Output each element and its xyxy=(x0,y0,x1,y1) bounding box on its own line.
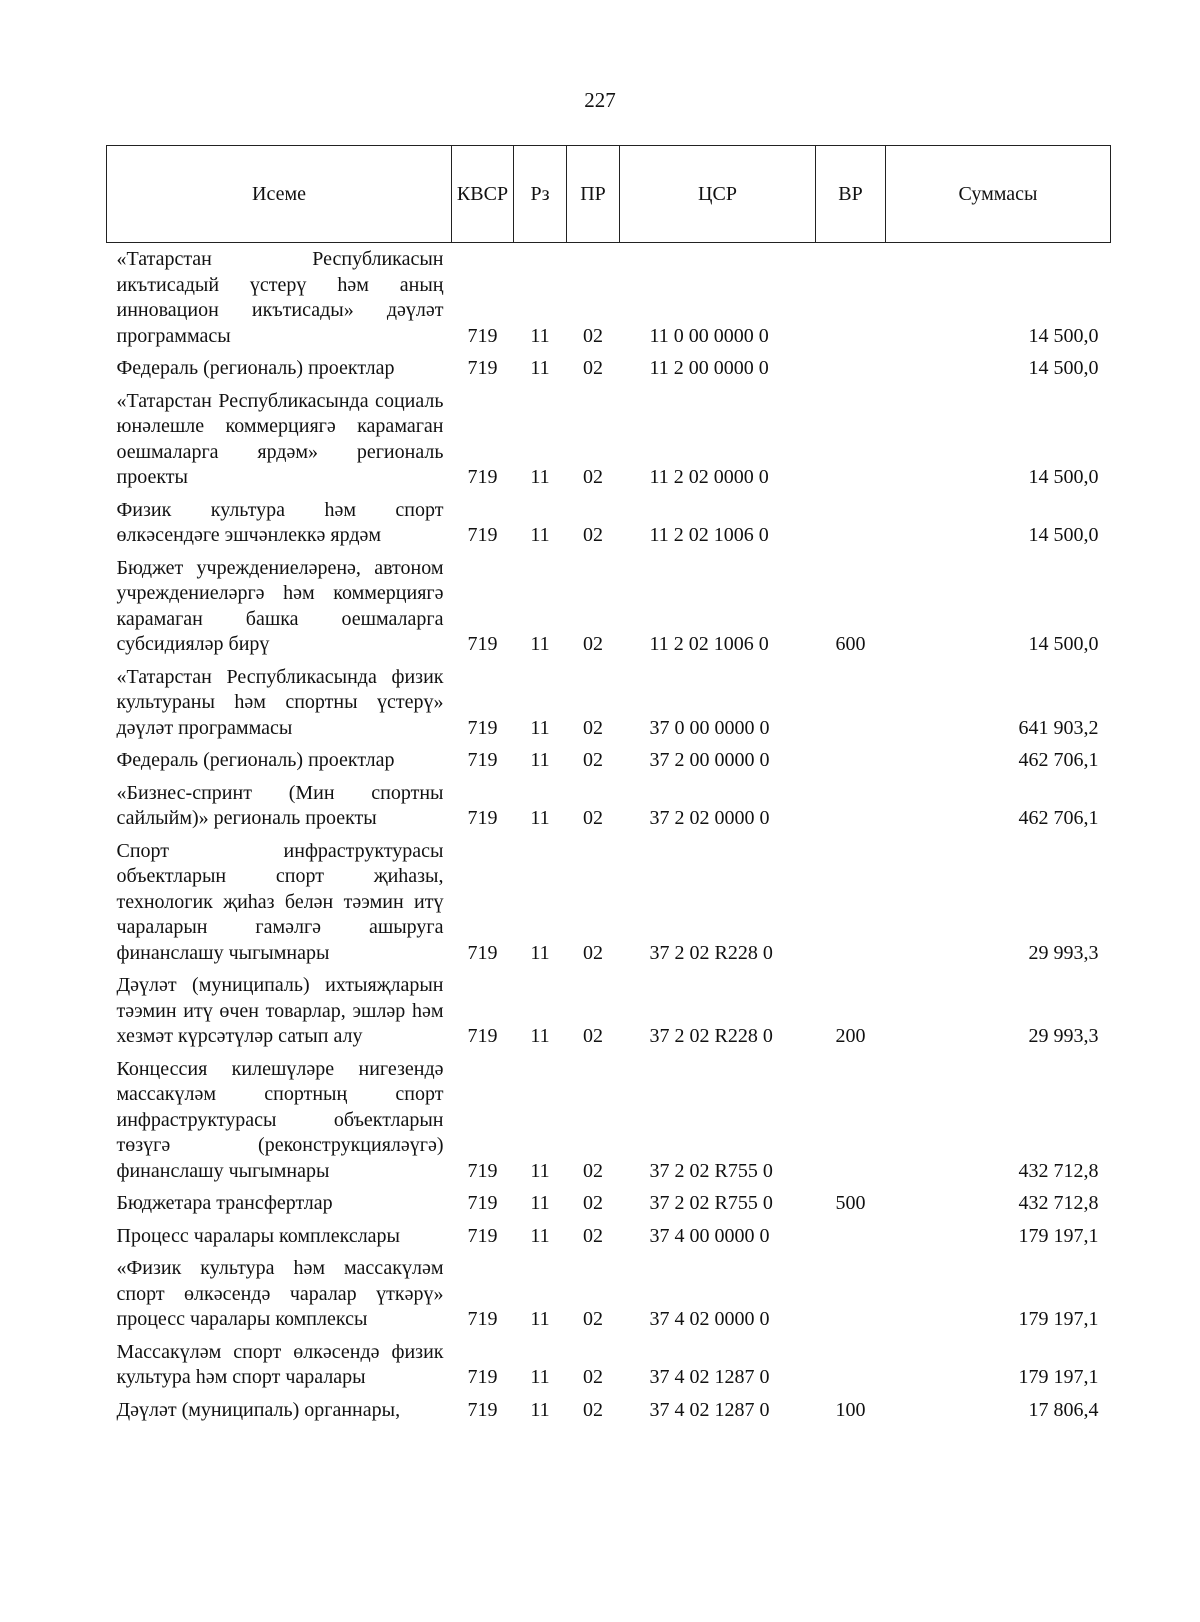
row-name: Массакүләм спорт өлкәсендә физик культура һәм спорт чаралары xyxy=(116,1340,444,1388)
row-kvsr: 719 xyxy=(467,633,498,655)
row-vr xyxy=(816,1336,886,1394)
row-name: Бюджет учреждениеләренә, автоном учреждениеләргә һәм коммерциягә карамаган башка оешмаларга субсидияләр бирү xyxy=(116,556,444,655)
row-kvsr: 719 xyxy=(467,1224,498,1247)
row-vr: 500 xyxy=(835,1192,866,1214)
row-pr: 02 xyxy=(583,357,603,379)
table-row xyxy=(107,1252,1111,1336)
row-rz: 11 xyxy=(530,633,550,655)
row-name: Дәүләт (муниципаль) ихтыяҗларын тәэмин итү өчен товарлар, эшләр һәм хезмәт күрсәтүләр сатып алу xyxy=(116,974,444,1047)
row-sum: 14 500,0 xyxy=(1028,633,1099,655)
row-rz: 11 xyxy=(530,466,550,488)
row-kvsr: 719 xyxy=(467,941,498,964)
table-row xyxy=(107,777,1111,835)
row-vr xyxy=(816,744,886,777)
row-sum: 179 197,1 xyxy=(1018,1366,1099,1388)
row-rz: 11 xyxy=(530,941,550,964)
row-sum: 17 806,4 xyxy=(1028,1398,1099,1421)
table-row xyxy=(107,385,1111,494)
table-body xyxy=(107,243,1111,1427)
row-csr: 37 4 00 0000 0 xyxy=(649,1224,770,1247)
row-rz: 11 xyxy=(530,1192,550,1214)
row-csr: 37 0 00 0000 0 xyxy=(649,716,770,739)
row-rz: 11 xyxy=(530,1159,550,1182)
row-vr: 600 xyxy=(835,633,866,655)
table-row xyxy=(107,1053,1111,1188)
row-kvsr: 719 xyxy=(467,324,498,347)
row-csr: 11 2 02 1006 0 xyxy=(649,524,769,546)
row-csr: 37 4 02 1287 0 xyxy=(649,1366,770,1388)
row-sum: 432 712,8 xyxy=(1018,1159,1099,1182)
header-pr: ПР xyxy=(567,146,620,243)
row-csr: 37 2 02 R228 0 xyxy=(649,1025,773,1047)
row-csr: 11 0 00 0000 0 xyxy=(649,324,769,347)
row-vr xyxy=(816,352,886,385)
table-row xyxy=(107,552,1111,661)
table-header xyxy=(107,146,1111,243)
row-rz: 11 xyxy=(530,749,550,771)
table-row xyxy=(107,1336,1111,1394)
table-row xyxy=(107,1220,1111,1253)
row-vr: 100 xyxy=(835,1398,866,1421)
row-csr: 37 2 02 0000 0 xyxy=(649,807,770,829)
row-pr: 02 xyxy=(583,749,603,771)
row-rz: 11 xyxy=(530,324,550,347)
row-sum: 14 500,0 xyxy=(1028,524,1099,546)
row-pr: 02 xyxy=(583,1159,603,1182)
row-sum: 462 706,1 xyxy=(1018,749,1099,771)
row-sum: 29 993,3 xyxy=(1028,941,1099,964)
row-name: Процесс чаралары комплекслары xyxy=(116,1224,400,1247)
row-kvsr: 719 xyxy=(467,1398,498,1421)
row-vr xyxy=(816,1053,886,1188)
row-pr: 02 xyxy=(583,1192,603,1214)
row-kvsr: 719 xyxy=(467,1308,498,1330)
row-csr: 11 2 02 1006 0 xyxy=(649,633,769,655)
header-csr: ЦСР xyxy=(620,146,816,243)
row-vr xyxy=(816,494,886,552)
table-row xyxy=(107,969,1111,1053)
row-sum: 29 993,3 xyxy=(1028,1025,1099,1047)
row-rz: 11 xyxy=(530,1398,550,1421)
row-vr: 200 xyxy=(835,1025,866,1047)
page-number: 227 xyxy=(584,88,616,112)
header-name: Исеме xyxy=(107,146,452,243)
row-name: Федераль (региональ) проектлар xyxy=(116,749,395,771)
row-sum: 462 706,1 xyxy=(1018,807,1099,829)
row-rz: 11 xyxy=(530,524,550,546)
row-name: «Татарстан Республикасын икътисадый үстерү һәм аның инновацион икътисады» дәүләт программасы xyxy=(116,248,444,347)
table-row xyxy=(107,352,1111,385)
row-vr xyxy=(816,661,886,745)
row-vr xyxy=(816,835,886,970)
budget-table xyxy=(106,145,1111,1426)
header-vr: ВР xyxy=(816,146,886,243)
row-kvsr: 719 xyxy=(467,1159,498,1182)
row-pr: 02 xyxy=(583,524,603,546)
table-row xyxy=(107,661,1111,745)
row-pr: 02 xyxy=(583,1224,603,1247)
table-row xyxy=(107,1394,1111,1427)
row-csr: 11 2 02 0000 0 xyxy=(649,466,769,488)
row-rz: 11 xyxy=(530,716,550,739)
table-row xyxy=(107,494,1111,552)
header-kvsr: КВСР xyxy=(452,146,514,243)
row-csr: 37 2 02 R755 0 xyxy=(649,1192,773,1214)
row-name: Физик культура һәм спорт өлкәсендәге эшчәнлеккә ярдәм xyxy=(116,498,444,546)
row-pr: 02 xyxy=(583,1398,603,1421)
row-csr: 37 4 02 0000 0 xyxy=(649,1308,770,1330)
row-name: «Бизнес-спринт (Мин спортны сайлыйм)» региональ проекты xyxy=(116,781,444,829)
row-pr: 02 xyxy=(583,941,603,964)
row-rz: 11 xyxy=(530,357,550,379)
row-csr: 37 4 02 1287 0 xyxy=(649,1398,770,1421)
row-sum: 14 500,0 xyxy=(1028,324,1099,347)
row-kvsr: 719 xyxy=(467,466,498,488)
row-kvsr: 719 xyxy=(467,1025,498,1047)
row-csr: 37 2 02 R755 0 xyxy=(649,1159,773,1182)
row-sum: 432 712,8 xyxy=(1018,1192,1099,1214)
row-kvsr: 719 xyxy=(467,1192,498,1214)
row-sum: 179 197,1 xyxy=(1018,1308,1099,1330)
row-vr xyxy=(816,243,886,353)
header-rz: Рз xyxy=(514,146,567,243)
row-rz: 11 xyxy=(530,1025,550,1047)
row-kvsr: 719 xyxy=(467,749,498,771)
row-name: «Татарстан Республикасында социаль юнәлешле коммерциягә карамаган оешмаларга ярдәм» региональ проекты xyxy=(116,389,444,488)
table-row xyxy=(107,1187,1111,1220)
header-sum: Суммасы xyxy=(886,146,1111,243)
row-name: Спорт инфраструктурасы объектларын спорт җиһазы, технологик җиһаз белән тәэмин итү чараларын гамәлгә ашыруга финанслашу чыгымнары xyxy=(116,839,444,964)
row-vr xyxy=(816,1252,886,1336)
row-kvsr: 719 xyxy=(467,716,498,739)
row-pr: 02 xyxy=(583,1025,603,1047)
row-kvsr: 719 xyxy=(467,807,498,829)
row-name: «Татарстан Республикасында физик культураны һәм спортны үстерү» дәүләт программасы xyxy=(116,665,444,739)
row-rz: 11 xyxy=(530,1224,550,1247)
row-name: Концессия килешүләре нигезендә массакүләм спортның спорт инфраструктурасы объектларын төзүгә (реконструкцияләүгә) финанслашу чыгымнары xyxy=(116,1057,444,1182)
row-sum: 14 500,0 xyxy=(1028,357,1099,379)
row-csr: 37 2 02 R228 0 xyxy=(649,941,773,964)
row-rz: 11 xyxy=(530,807,550,829)
row-sum: 14 500,0 xyxy=(1028,466,1099,488)
row-csr: 11 2 00 0000 0 xyxy=(649,357,769,379)
row-kvsr: 719 xyxy=(467,357,498,379)
row-vr xyxy=(816,777,886,835)
table-row xyxy=(107,835,1111,970)
row-vr xyxy=(816,385,886,494)
row-pr: 02 xyxy=(583,466,603,488)
row-rz: 11 xyxy=(530,1308,550,1330)
row-name: «Физик культура һәм массакүләм спорт өлкәсендә чаралар үткәрү» процесс чаралары комплексы xyxy=(116,1257,444,1330)
row-sum: 641 903,2 xyxy=(1018,716,1099,739)
row-pr: 02 xyxy=(583,1308,603,1330)
row-sum: 179 197,1 xyxy=(1018,1224,1099,1247)
row-rz: 11 xyxy=(530,1366,550,1388)
row-kvsr: 719 xyxy=(467,1366,498,1388)
row-vr xyxy=(816,1220,886,1253)
row-csr: 37 2 00 0000 0 xyxy=(649,749,770,771)
row-name: Бюджетара трансфертлар xyxy=(116,1192,333,1214)
table-row xyxy=(107,744,1111,777)
row-pr: 02 xyxy=(583,807,603,829)
table-row xyxy=(107,243,1111,353)
row-pr: 02 xyxy=(583,716,603,739)
row-kvsr: 719 xyxy=(467,524,498,546)
row-pr: 02 xyxy=(583,633,603,655)
row-pr: 02 xyxy=(583,1366,603,1388)
row-name: Федераль (региональ) проектлар xyxy=(116,357,395,379)
row-pr: 02 xyxy=(583,324,603,347)
header-row xyxy=(107,146,1111,243)
row-name: Дәүләт (муниципаль) органнары, xyxy=(116,1398,401,1421)
